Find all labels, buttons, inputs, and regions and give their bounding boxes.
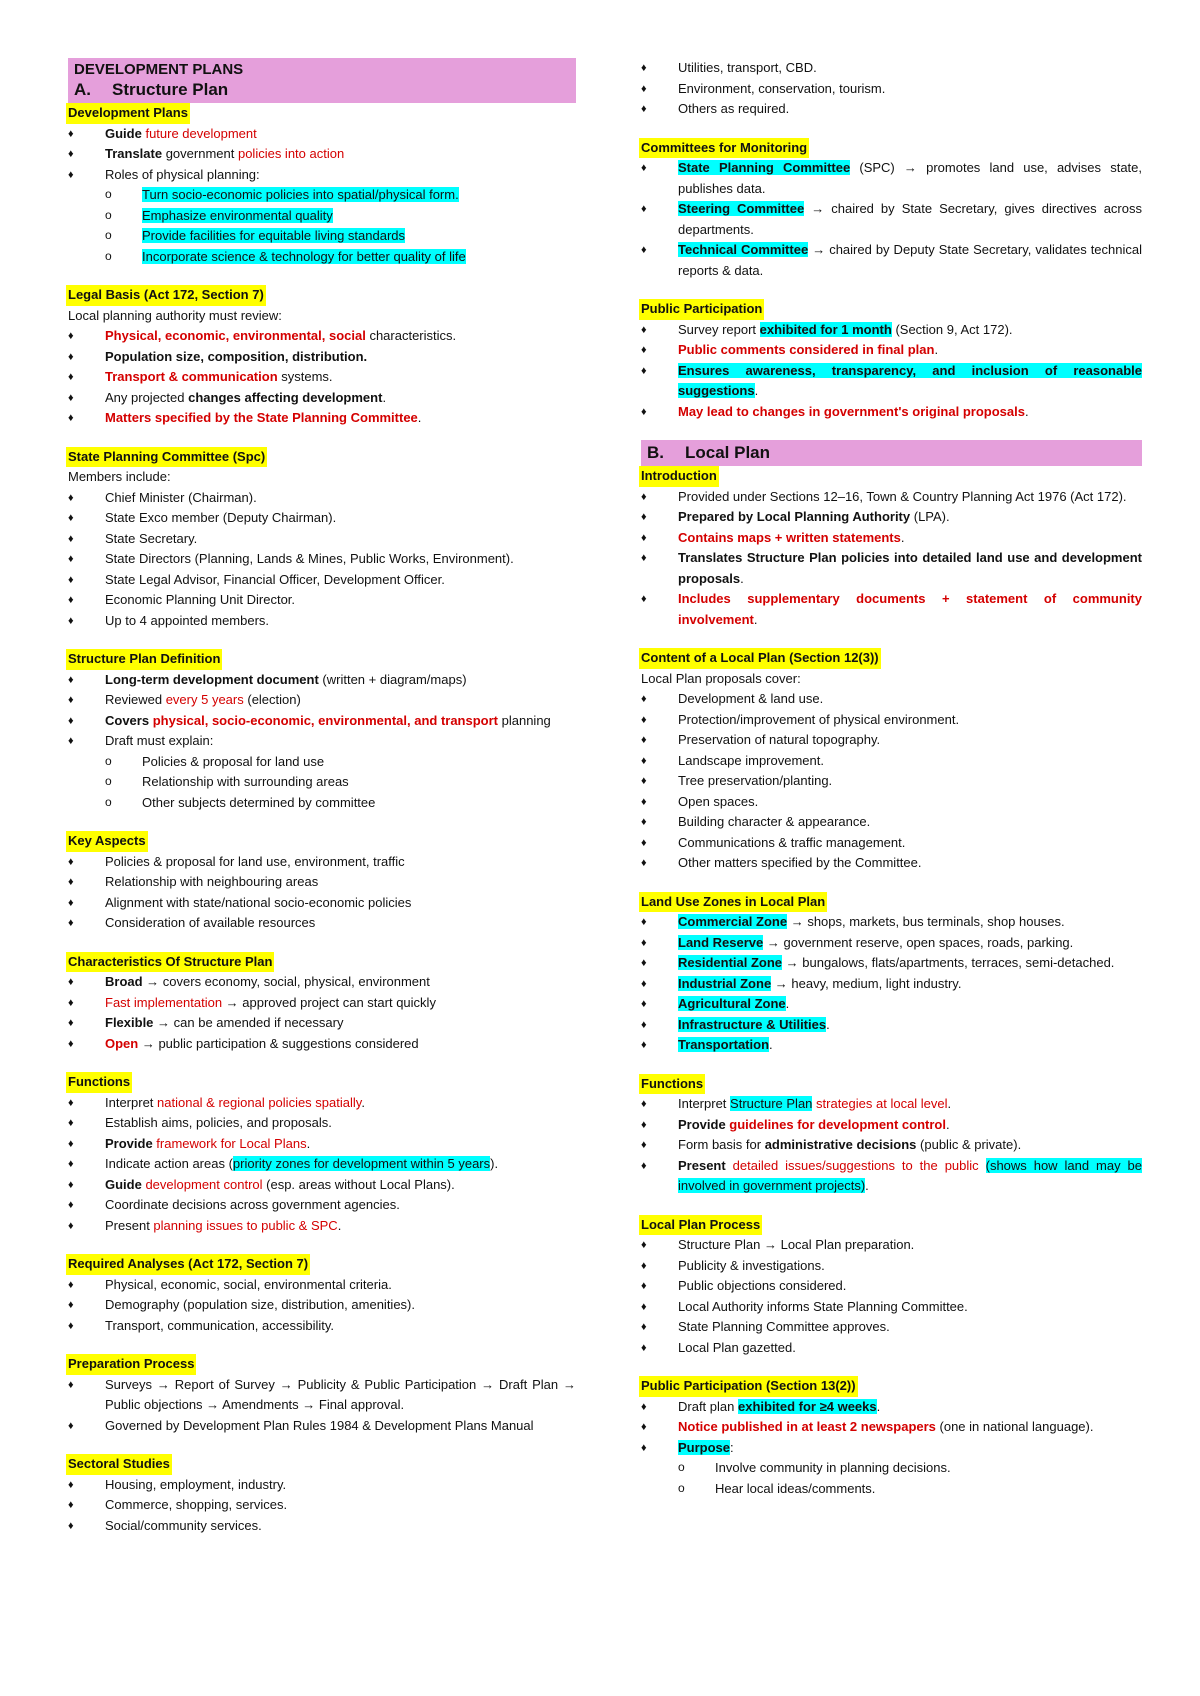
section-required-analyses (68, 1254, 576, 1336)
list-item: ♦ Other matters specified by the Committee. (641, 853, 1142, 874)
list-item: ♦ Policies & proposal for land use, environment, traffic (68, 852, 576, 873)
sub-list-item: o Incorporate science & technology for better quality of life (105, 247, 576, 268)
sub-list-item: o Hear local ideas/comments. (678, 1479, 1142, 1500)
list-item: ♦ Includes supplementary documents + statement of community involvement. (641, 589, 1142, 630)
section-heading: Characteristics Of Structure Plan (66, 952, 274, 973)
section-heading: Preparation Process (66, 1354, 196, 1375)
list-item: ♦ Translate government policies into action (68, 144, 576, 165)
list-item: ♦ Draft plan exhibited for ≥4 weeks. (641, 1397, 1142, 1418)
section-development-plans (68, 103, 576, 267)
section-key-aspects (68, 831, 576, 934)
sub-list-item: o Involve community in planning decisions. (678, 1458, 1142, 1479)
list-item: ♦ Coordinate decisions across government agencies. (68, 1195, 576, 1216)
section-local-plan-process (641, 1215, 1142, 1359)
list-item: ♦ Present detailed issues/suggestions to the public (shows how land may be involved in government projects). (641, 1156, 1142, 1197)
section-content-local-plan (641, 648, 1142, 874)
list-item: ♦ Reviewed every 5 years (election) (68, 690, 576, 711)
list-item: ♦ Physical, economic, environmental, social characteristics. (68, 326, 576, 347)
section-intro: Local Plan proposals cover: (641, 670, 801, 686)
list-item: ♦ Guide development control (esp. areas without Local Plans). (68, 1175, 576, 1196)
section-land-use-zones (641, 892, 1142, 1056)
list-item: ♦ Public objections considered. (641, 1276, 1142, 1297)
list-item: ♦ Public comments considered in final plan. (641, 340, 1142, 361)
list-item: ♦ Surveys → Report of Survey → Publicity & Public Participation → Draft Plan → Public objections → Amendments → Final approval. (68, 1375, 576, 1416)
section-heading: Required Analyses (Act 172, Section 7) (66, 1254, 310, 1275)
part-b-heading: B. Local Plan (641, 440, 1142, 466)
list-item: ♦ Structure Plan → Local Plan preparation. (641, 1235, 1142, 1256)
list-item: ♦ Draft must explain: o Policies & proposal for land use o Relationship with surrounding areas o Other subjects determined by committee (68, 731, 576, 813)
list-item: ♦ Open spaces. (641, 792, 1142, 813)
list-item: ♦ Transportation. (641, 1035, 1142, 1056)
list-item: ♦ Chief Minister (Chairman). (68, 488, 576, 509)
list-item: ♦ Provide framework for Local Plans. (68, 1134, 576, 1155)
list-item: ♦ Transport & communication systems. (68, 367, 576, 388)
list-item: ♦ Broad → covers economy, social, physical, environment (68, 972, 576, 993)
title-bar (68, 58, 576, 103)
list-item: ♦ Land Reserve → government reserve, open spaces, roads, parking. (641, 933, 1142, 954)
section-public-participation-local (641, 1376, 1142, 1499)
list-item: ♦ Purpose: o Involve community in planning decisions. o Hear local ideas/comments. (641, 1438, 1142, 1500)
list-item: ♦ Notice published in at least 2 newspapers (one in national language). (641, 1417, 1142, 1438)
list-item: ♦ Commerce, shopping, services. (68, 1495, 576, 1516)
section-public-participation-structure (641, 299, 1142, 422)
list-item: ♦ Indicate action areas (priority zones for development within 5 years). (68, 1154, 576, 1175)
list-item: ♦ State Legal Advisor, Financial Officer, Development Officer. (68, 570, 576, 591)
section-functions-local-plan (641, 1074, 1142, 1197)
section-heading: Introduction (639, 466, 719, 487)
section-heading: Legal Basis (Act 172, Section 7) (66, 285, 266, 306)
sub-list-item: o Relationship with surrounding areas (105, 772, 576, 793)
sub-list-item: o Emphasize environmental quality (105, 206, 576, 227)
section-preparation-process (68, 1354, 576, 1436)
sub-list-item: o Turn socio-economic policies into spatial/physical form. (105, 185, 576, 206)
list-item: ♦ Industrial Zone → heavy, medium, light industry. (641, 974, 1142, 995)
list-item: ♦ Contains maps + written statements. (641, 528, 1142, 549)
section-heading: Land Use Zones in Local Plan (639, 892, 827, 913)
section-heading: Sectoral Studies (66, 1454, 172, 1475)
list-item: ♦ Economic Planning Unit Director. (68, 590, 576, 611)
list-item: ♦ Physical, economic, social, environmental criteria. (68, 1275, 576, 1296)
list-item: ♦ State Directors (Planning, Lands & Mines, Public Works, Environment). (68, 549, 576, 570)
section-heading: State Planning Committee (Spc) (66, 447, 267, 468)
list-item: ♦ State Secretary. (68, 529, 576, 550)
list-item: ♦ Present planning issues to public & SPC. (68, 1216, 576, 1237)
section-heading: Functions (66, 1072, 132, 1093)
section-heading: Public Participation (639, 299, 764, 320)
list-item: ♦ Agricultural Zone. (641, 994, 1142, 1015)
list-item: ♦ Infrastructure & Utilities. (641, 1015, 1142, 1036)
list-item: ♦ Interpret national & regional policies spatially. (68, 1093, 576, 1114)
section-intro: Members include: (68, 469, 171, 484)
list-item: ♦ Utilities, transport, CBD. (641, 58, 1142, 79)
section-heading: Local Plan Process (639, 1215, 762, 1236)
list-item: ♦ Open → public participation & suggestions considered (68, 1034, 576, 1055)
list-item: ♦ Prepared by Local Planning Authority (LPA). (641, 507, 1142, 528)
section-heading: Content of a Local Plan (Section 12(3)) (639, 648, 881, 669)
list-item: ♦ State Exco member (Deputy Chairman). (68, 508, 576, 529)
list-item: ♦ Fast implementation → approved project can start quickly (68, 993, 576, 1014)
list-item: ♦ Up to 4 appointed members. (68, 611, 576, 632)
list-item: ♦ Long-term development document (written + diagram/maps) (68, 670, 576, 691)
list-item: ♦ Local Plan gazetted. (641, 1338, 1142, 1359)
section-intro: Local planning authority must review: (68, 307, 282, 323)
list-item: ♦ Consideration of available resources (68, 913, 576, 934)
part-a-heading: A. Structure Plan (74, 80, 229, 99)
section-heading: Committees for Monitoring (639, 138, 809, 159)
section-characteristics (68, 952, 576, 1055)
section-heading: Key Aspects (66, 831, 148, 852)
section-introduction (641, 466, 1142, 630)
section-functions-structure-plan (68, 1072, 576, 1236)
section-heading: Functions (639, 1074, 705, 1095)
list-item: ♦ Ensures awareness, transparency, and inclusion of reasonable suggestions. (641, 361, 1142, 402)
section-heading: Public Participation (Section 13(2)) (639, 1376, 858, 1397)
list-item: ♦ Preservation of natural topography. (641, 730, 1142, 751)
list-item: ♦ Transport, communication, accessibility. (68, 1316, 576, 1337)
list-item: ♦ Development & land use. (641, 689, 1142, 710)
right-column (641, 58, 1142, 1499)
list-item: ♦ Provide guidelines for development control. (641, 1115, 1142, 1136)
list-item: ♦ Commercial Zone → shops, markets, bus terminals, shop houses. (641, 912, 1142, 933)
list-item: ♦ Guide future development (68, 124, 576, 145)
list-item: ♦ Social/community services. (68, 1516, 576, 1537)
left-column (68, 58, 576, 1536)
list-item: ♦ Survey report exhibited for 1 month (Section 9, Act 172). (641, 320, 1142, 341)
section-heading: Structure Plan Definition (66, 649, 222, 670)
sub-list-item: o Other subjects determined by committee (105, 793, 576, 814)
list-item: ♦ Technical Committee → chaired by Deputy State Secretary, validates technical reports & data. (641, 240, 1142, 281)
list-item: ♦ Roles of physical planning: o Turn socio-economic policies into spatial/physical form. o Emphasize environmental quality o Provide facilities for equitable living standards o Incorporate science & technology for better quality of life (68, 165, 576, 268)
sub-list-item: o Provide facilities for equitable living standards (105, 226, 576, 247)
list-item: ♦ State Planning Committee approves. (641, 1317, 1142, 1338)
list-item: ♦ Translates Structure Plan policies into detailed land use and development proposals. (641, 548, 1142, 589)
list-item: ♦ Relationship with neighbouring areas (68, 872, 576, 893)
list-item: ♦ Interpret Structure Plan strategies at local level. (641, 1094, 1142, 1115)
list-item: ♦ Environment, conservation, tourism. (641, 79, 1142, 100)
list-item: ♦ Publicity & investigations. (641, 1256, 1142, 1277)
list-item: ♦ Residential Zone → bungalows, flats/apartments, terraces, semi-detached. (641, 953, 1142, 974)
section-heading: Development Plans (66, 103, 190, 124)
list-item: ♦ Others as required. (641, 99, 1142, 120)
list-item: ♦ Establish aims, policies, and proposals. (68, 1113, 576, 1134)
list-item: ♦ Flexible → can be amended if necessary (68, 1013, 576, 1034)
list-item: ♦ Local Authority informs State Planning Committee. (641, 1297, 1142, 1318)
section-sectoral-studies-continued (641, 58, 1142, 120)
section-state-planning-committee (68, 447, 576, 632)
list-item: ♦ Form basis for administrative decisions (public & private). (641, 1135, 1142, 1156)
list-item: ♦ Alignment with state/national socio-economic policies (68, 893, 576, 914)
section-legal-basis (68, 285, 576, 429)
list-item: ♦ Steering Committee → chaired by State Secretary, gives directives across departments. (641, 199, 1142, 240)
list-item: ♦ State Planning Committee (SPC) → promotes land use, advises state, publishes data. (641, 158, 1142, 199)
section-structure-plan-definition (68, 649, 576, 813)
list-item: ♦ Tree preservation/planting. (641, 771, 1142, 792)
list-item: ♦ Population size, composition, distribution. (68, 347, 576, 368)
list-item: ♦ Any projected changes affecting development. (68, 388, 576, 409)
list-item: ♦ May lead to changes in government's original proposals. (641, 402, 1142, 423)
list-item: ♦ Provided under Sections 12–16, Town & Country Planning Act 1976 (Act 172). (641, 487, 1142, 508)
list-item: ♦ Protection/improvement of physical environment. (641, 710, 1142, 731)
section-committees-monitoring (641, 138, 1142, 282)
sub-list-item: o Policies & proposal for land use (105, 752, 576, 773)
list-item: ♦ Landscape improvement. (641, 751, 1142, 772)
list-item: ♦ Covers physical, socio-economic, environmental, and transport planning (68, 711, 576, 732)
section-sectoral-studies (68, 1454, 576, 1536)
list-item: ♦ Building character & appearance. (641, 812, 1142, 833)
list-item: ♦ Housing, employment, industry. (68, 1475, 576, 1496)
list-item: ♦ Communications & traffic management. (641, 833, 1142, 854)
list-item: ♦ Governed by Development Plan Rules 1984 & Development Plans Manual (68, 1416, 576, 1437)
list-item: ♦ Demography (population size, distribution, amenities). (68, 1295, 576, 1316)
document-title: DEVELOPMENT PLANS (74, 61, 244, 78)
list-item: ♦ Matters specified by the State Planning Committee. (68, 408, 576, 429)
